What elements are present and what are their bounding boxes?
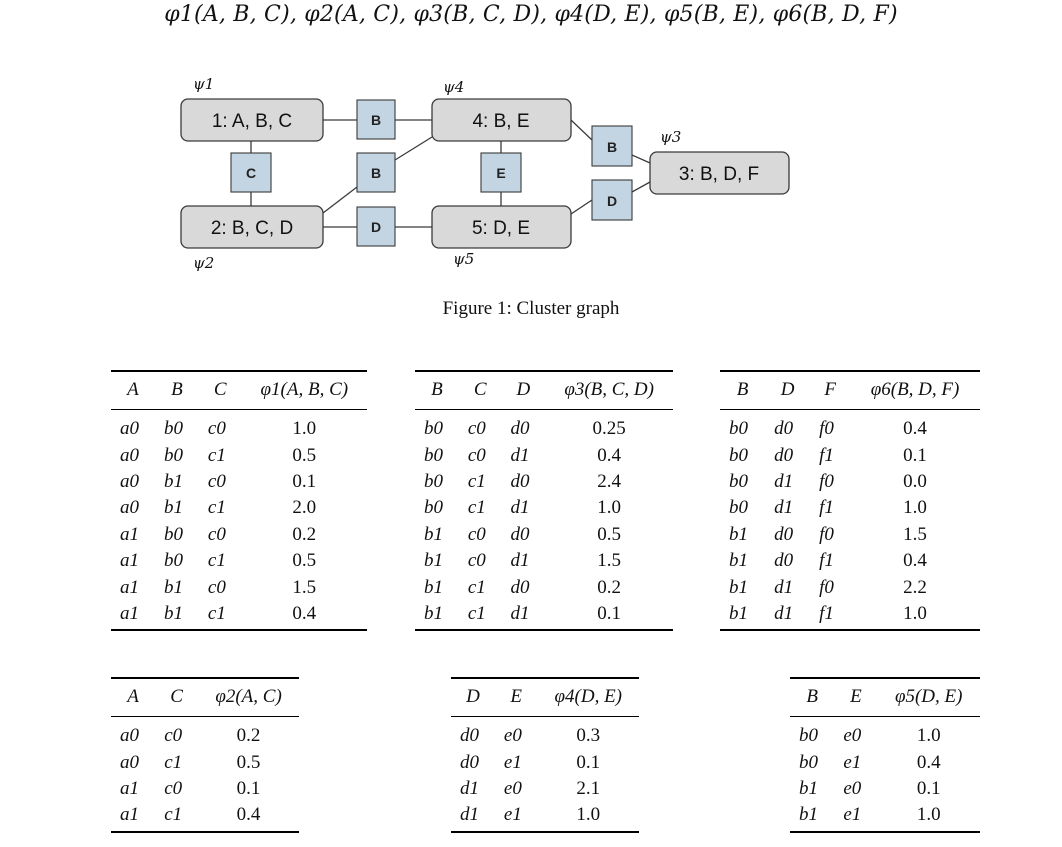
assignment-cell: b1 [163, 470, 183, 492]
factor-value-cell: 0.1 [576, 751, 601, 773]
assignment-cell: c1 [467, 470, 486, 492]
assignment-cell: b0 [424, 497, 443, 519]
cluster-graph [0, 0, 1062, 290]
table-row [111, 442, 367, 468]
assignment-cell: a1 [120, 777, 139, 799]
col-header-factor: φ1(A, B, C) [242, 371, 367, 410]
assignment-cell: b0 [424, 418, 443, 440]
assignment-cell: e1 [495, 802, 538, 831]
assignment-cell: c0 [207, 470, 226, 492]
table-row [111, 548, 367, 574]
edge-s43-c3 [632, 155, 650, 163]
assignment-cell: b1 [415, 601, 459, 630]
col-header: B [155, 371, 199, 410]
table-row [111, 776, 299, 802]
table-row [415, 574, 673, 600]
assignment-cell: e0 [843, 777, 862, 799]
table-row [415, 410, 673, 443]
cluster-1-label: 1: A, B, C [211, 111, 293, 132]
table-row [720, 574, 980, 600]
factor-value-cell: 0.4 [903, 550, 927, 572]
factor-value-cell: 2.1 [576, 777, 601, 799]
assignment-cell: b0 [163, 523, 183, 545]
cluster-2-label: 2: B, C, D [210, 218, 294, 239]
assignment-cell: c0 [164, 777, 183, 799]
table-row [415, 601, 673, 630]
factor-value-cell: 1.0 [850, 601, 980, 630]
psi5-label: ψ5 [453, 250, 475, 268]
col-header: D [451, 678, 495, 717]
sepset-label: E [496, 165, 506, 181]
assignment-cell: d1 [510, 444, 530, 466]
table-phi5 [790, 677, 980, 833]
cluster-5-label: 5: D, E [471, 218, 531, 239]
assignment-cell: c0 [467, 418, 486, 440]
assignment-cell: f0 [819, 576, 834, 598]
col-header: B [790, 678, 834, 717]
sepset-e-4-5[interactable] [481, 153, 521, 192]
assignment-cell: f1 [819, 497, 834, 519]
col-header: B [415, 371, 459, 410]
assignment-cell: c0 [467, 550, 486, 572]
figure-caption: Figure 1: Cluster graph [442, 298, 620, 319]
assignment-cell: b0 [729, 418, 748, 440]
edge-c2-s24 [323, 187, 357, 213]
table-row [111, 749, 299, 775]
sepset-label: B [370, 112, 382, 128]
assignment-cell: b0 [729, 470, 748, 492]
table-row [720, 495, 980, 521]
factor-value-cell: 0.2 [597, 576, 622, 598]
factor-value-cell: 2.4 [597, 470, 622, 492]
assignment-cell: b0 [799, 751, 818, 773]
factor-value-cell: 0.4 [198, 802, 299, 831]
assignment-cell: d1 [510, 550, 530, 572]
assignment-cell: d0 [510, 418, 530, 440]
table-body [415, 410, 673, 631]
assignment-cell: b0 [729, 497, 748, 519]
assignment-cell: a0 [120, 725, 139, 747]
table-row [720, 548, 980, 574]
assignment-cell: c0 [207, 523, 226, 545]
assignment-cell: e0 [503, 725, 522, 747]
assignment-cell: e0 [843, 725, 862, 747]
sepset-label: C [245, 165, 257, 181]
assignment-cell: a0 [120, 497, 139, 519]
cluster-4-label: 4: B, E [472, 111, 530, 132]
assignment-cell: d0 [774, 523, 794, 545]
assignment-cell: d0 [460, 725, 479, 747]
assignment-cell: b0 [163, 444, 183, 466]
table-row [790, 749, 980, 775]
factor-value-cell: 0.2 [236, 725, 261, 747]
cluster-node-3[interactable] [650, 152, 789, 194]
assignment-cell: d1 [774, 470, 794, 492]
assignment-cell: f1 [819, 444, 834, 466]
assignment-cell: b1 [729, 576, 748, 598]
assignment-cell: b1 [424, 550, 443, 572]
table-row [720, 601, 980, 630]
assignment-cell: d1 [765, 601, 810, 630]
factor-value-cell: 1.0 [903, 497, 927, 519]
factor-value-cell: 0.4 [242, 601, 367, 630]
assignment-cell: c1 [207, 550, 226, 572]
table-row [720, 410, 980, 443]
assignment-cell: c0 [207, 576, 226, 598]
factor-value-cell: 2.0 [292, 497, 317, 519]
col-header: C [459, 371, 502, 410]
edge-c5-s53 [571, 200, 592, 214]
assignment-cell: c0 [467, 444, 486, 466]
assignment-cell: b1 [799, 777, 818, 799]
assignment-cell: c1 [467, 497, 486, 519]
table-phi6 [720, 370, 980, 631]
factor-value-cell: 1.0 [916, 725, 941, 747]
sepset-label: B [370, 165, 382, 181]
table-body [111, 717, 299, 832]
assignment-cell: f0 [819, 523, 834, 545]
col-header-factor: φ4(D, E) [538, 678, 639, 717]
assignment-cell: d0 [510, 576, 530, 598]
factor-value-cell: 0.4 [916, 751, 941, 773]
table-body [451, 717, 639, 832]
col-header: F [810, 371, 850, 410]
assignment-cell: b1 [729, 550, 748, 572]
col-header: E [834, 678, 877, 717]
factor-value-cell: 0.1 [916, 777, 941, 799]
assignment-cell: b0 [424, 470, 443, 492]
table-body [720, 410, 980, 631]
assignment-cell: c0 [164, 725, 183, 747]
table-row [415, 469, 673, 495]
table-row [111, 802, 299, 831]
table-body [790, 717, 980, 832]
assignment-cell: a0 [120, 751, 139, 773]
table-row [790, 802, 980, 831]
sepset-b-2-4[interactable] [357, 153, 395, 192]
col-header: A [111, 371, 155, 410]
assignment-cell: b1 [163, 497, 183, 519]
assignment-cell: e1 [843, 751, 862, 773]
assignment-cell: c1 [207, 497, 226, 519]
col-header: C [155, 678, 198, 717]
table-row [790, 717, 980, 750]
table-row [415, 495, 673, 521]
assignment-cell: d0 [774, 418, 794, 440]
table-row [111, 717, 299, 750]
assignment-cell: a0 [120, 470, 139, 492]
table-phi2 [111, 677, 299, 833]
sepset-label: D [606, 193, 618, 209]
sepset-c-1-2[interactable] [231, 153, 271, 192]
assignment-cell: b1 [424, 576, 443, 598]
factor-value-cell: 1.0 [292, 418, 317, 440]
factor-value-cell: 1.0 [877, 802, 980, 831]
factor-value-cell: 2.2 [903, 576, 927, 598]
table-row [415, 548, 673, 574]
table-row [111, 522, 367, 548]
factor-value-cell: 0.1 [545, 601, 673, 630]
assignment-cell: c1 [155, 802, 198, 831]
table-row [720, 522, 980, 548]
assignment-cell: a1 [111, 802, 155, 831]
assignment-cell: a0 [120, 444, 139, 466]
col-header: A [111, 678, 155, 717]
table-row [451, 776, 639, 802]
factor-value-cell: 1.0 [538, 802, 639, 831]
table-row [415, 522, 673, 548]
table-phi3 [415, 370, 673, 631]
assignment-cell: f1 [819, 550, 834, 572]
assignment-cell: d0 [774, 550, 794, 572]
col-header: E [495, 678, 538, 717]
col-header-factor: φ3(B, C, D) [545, 371, 673, 410]
table-row [451, 802, 639, 831]
table-phi1 [111, 370, 367, 631]
factor-value-cell: 1.5 [903, 523, 927, 545]
table-row [111, 574, 367, 600]
psi2-label: ψ2 [193, 254, 215, 272]
factor-value-cell: 0.3 [576, 725, 601, 747]
cluster-3-label: 3: B, D, F [678, 164, 760, 185]
factor-value-cell: 0.25 [592, 418, 626, 440]
assignment-cell: b1 [790, 802, 834, 831]
cluster-node-2[interactable] [181, 206, 323, 248]
assignment-cell: d1 [451, 802, 495, 831]
assignment-cell: e0 [503, 777, 522, 799]
factor-value-cell: 0.2 [292, 523, 317, 545]
assignment-cell: d0 [510, 523, 530, 545]
cluster-node-4[interactable] [432, 99, 571, 141]
assignment-cell: a1 [120, 550, 139, 572]
assignment-cell: c0 [207, 418, 226, 440]
table-row [111, 410, 367, 443]
col-header-factor: φ6(B, D, F) [850, 371, 980, 410]
psi3-label: ψ3 [660, 128, 682, 146]
assignment-cell: f1 [810, 601, 850, 630]
col-header: D [501, 371, 545, 410]
assignment-cell: e1 [834, 802, 877, 831]
assignment-cell: b1 [163, 576, 183, 598]
assignment-cell: a0 [120, 418, 139, 440]
sepset-d-2-5[interactable] [357, 207, 395, 246]
factor-list-heading: φ1(A, B, C), φ2(A, C), φ3(B, C, D), φ4(D, E), φ5(B, E), φ6(B, D, F) [164, 2, 898, 27]
table-row [415, 442, 673, 468]
factor-value-cell: 0.4 [597, 444, 622, 466]
assignment-cell: e1 [503, 751, 522, 773]
table-body [111, 410, 367, 631]
col-header: D [765, 371, 810, 410]
table-row [111, 601, 367, 630]
assignment-cell: c1 [207, 444, 226, 466]
edge-s24-c4 [395, 137, 432, 160]
factor-value-cell: 0.1 [236, 777, 261, 799]
factor-value-cell: 0.5 [292, 444, 317, 466]
factor-value-cell: 1.5 [292, 576, 317, 598]
assignment-cell: a1 [120, 523, 139, 545]
table-phi4 [451, 677, 639, 833]
sepset-label: B [606, 139, 618, 155]
col-header: B [720, 371, 765, 410]
table-row [720, 469, 980, 495]
assignment-cell: d1 [774, 497, 794, 519]
table-row [111, 495, 367, 521]
assignment-cell: c1 [164, 751, 183, 773]
table-row [451, 749, 639, 775]
factor-value-cell: 0.4 [903, 418, 927, 440]
table-row [720, 442, 980, 468]
factor-value-cell: 0.0 [903, 470, 927, 492]
sepset-d-5-3[interactable] [592, 180, 632, 220]
table-row [111, 469, 367, 495]
assignment-cell: b1 [729, 523, 748, 545]
edge-c4-s43 [571, 120, 592, 140]
col-header: C [199, 371, 242, 410]
assignment-cell: b0 [799, 725, 818, 747]
sepset-b-4-3[interactable] [592, 126, 632, 166]
assignment-cell: d1 [501, 601, 545, 630]
factor-value-cell: 0.5 [236, 751, 261, 773]
assignment-cell: b1 [720, 601, 765, 630]
assignment-cell: a1 [120, 576, 139, 598]
assignment-cell: c1 [199, 601, 242, 630]
assignment-cell: d0 [510, 470, 530, 492]
cluster-node-1[interactable] [181, 99, 323, 141]
assignment-cell: b0 [163, 418, 183, 440]
sepset-b-1-4[interactable] [357, 100, 395, 139]
psi4-label: ψ4 [443, 78, 465, 96]
assignment-cell: d0 [460, 751, 479, 773]
assignment-cell: c0 [467, 523, 486, 545]
assignment-cell: b0 [729, 444, 748, 466]
assignment-cell: a1 [111, 601, 155, 630]
assignment-cell: b1 [155, 601, 199, 630]
assignment-cell: f0 [819, 418, 834, 440]
col-header-factor: φ5(D, E) [877, 678, 980, 717]
table-row [790, 776, 980, 802]
factor-value-cell: 0.1 [903, 444, 927, 466]
factor-value-cell: 1.0 [597, 497, 622, 519]
assignment-cell: c1 [459, 601, 502, 630]
edge-s53-c3 [632, 182, 650, 192]
assignment-cell: f0 [819, 470, 834, 492]
factor-value-cell: 1.5 [597, 550, 622, 572]
assignment-cell: d1 [774, 576, 794, 598]
assignment-cell: b0 [163, 550, 183, 572]
assignment-cell: b0 [424, 444, 443, 466]
assignment-cell: d1 [510, 497, 530, 519]
assignment-cell: b1 [424, 523, 443, 545]
assignment-cell: c1 [467, 576, 486, 598]
factor-value-cell: 0.5 [597, 523, 622, 545]
factor-value-cell: 0.1 [292, 470, 317, 492]
factor-value-cell: 0.5 [292, 550, 317, 572]
psi1-label: ψ1 [193, 75, 215, 93]
cluster-node-5[interactable] [432, 206, 571, 248]
assignment-cell: d1 [460, 777, 479, 799]
table-row [451, 717, 639, 750]
assignment-cell: d0 [774, 444, 794, 466]
sepset-label: D [370, 219, 382, 235]
col-header-factor: φ2(A, C) [198, 678, 299, 717]
